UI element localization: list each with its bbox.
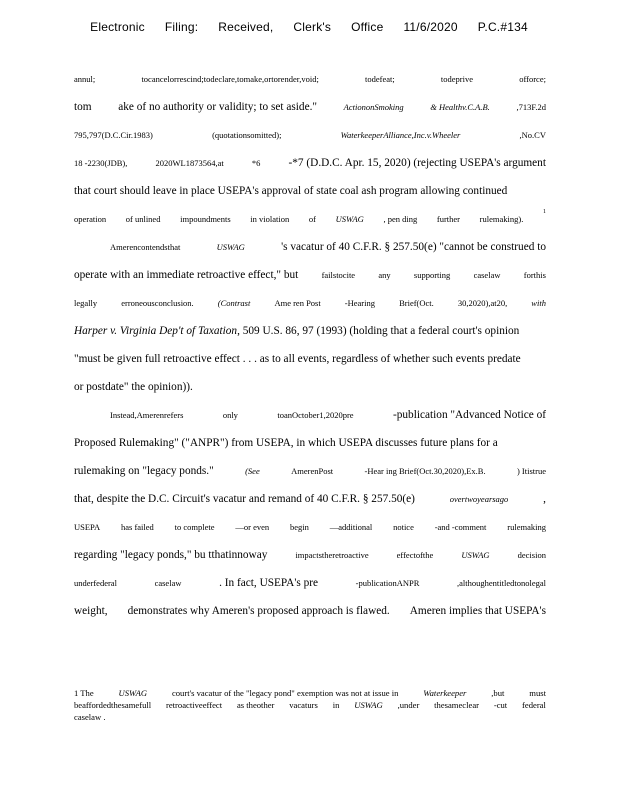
case-citation: & Healthv.C.A.B. [430,102,490,112]
text-run: decision [517,550,546,560]
text-run: demonstrates why Ameren's proposed approach is flawed. [127,605,390,617]
text-run: in violation [250,214,290,224]
text-run: (Contrast [217,298,251,308]
header-word: Electronic [90,20,145,34]
text-run: . In fact, USEPA's pre [219,577,318,589]
text-run: Amerencontendsthat [110,242,181,252]
body-line [110,240,546,254]
case-citation: USWAG [118,688,148,698]
text-run: legally [74,298,98,308]
body-line [74,184,546,198]
body-line [74,520,546,534]
text-run: , pen ding [383,214,418,224]
text-run: in [332,700,340,710]
text-run: Ame ren Post [274,298,321,308]
text-run: rulemaking [507,522,546,532]
text-run: offorce; [519,74,546,84]
text-run: ,No.CV [519,130,546,140]
body-line [74,156,546,170]
text-run: failstocite [321,270,356,280]
text-run: -publicationANPR [355,578,420,588]
text-run: Ameren implies that USEPA's [409,605,546,617]
text-run: effectofthe [396,550,434,560]
text-run: caselaw [473,270,501,280]
text-run: -cut [493,700,508,710]
body-line [74,209,546,226]
text-run: rulemaking on "legacy ponds." [74,465,214,477]
header-word: Clerk's [293,20,332,34]
text-run: forthis [523,270,546,280]
text-run: of unlined [125,214,161,224]
text-run: -*7 (D.D.C. Apr. 15, 2020) (rejecting USEPA's argument [288,157,546,169]
case-citation: USWAG [335,214,364,224]
body-line [74,492,546,506]
text-run: begin [290,522,309,532]
body-line [74,604,546,618]
text-run: —additional [329,522,373,532]
text-run: impactstheretroactive [295,550,369,560]
header-word: P.C.#134 [477,20,528,34]
text-run: "must be given full retroactive effect . . . as to all events, regardless of whether such events predate [74,353,521,365]
footnote-marker: 1 [542,209,546,215]
case-citation: ActiononSmoking [343,102,404,112]
text-run: 1 The [74,688,94,698]
text-run: Instead,Amerenrefers [110,410,184,420]
text-run: regarding "legacy ponds," bu tthatinnoway [74,549,268,561]
text-run: with [531,298,546,308]
text-run: ,but [491,688,505,698]
text-run: 's vacatur of 40 C.F.R. § 257.50(e) "cannot be construed to [281,241,546,253]
text-run: 795,797(D.C.Cir.1983) [74,130,153,140]
body-line [74,128,546,142]
text-run: only [222,410,238,420]
text-run: ,713F.2d [516,102,546,112]
text-run: rulemaking). [479,214,524,224]
text-run: operate with an immediate retroactive effect," but [74,269,299,281]
text-run: ) Itistrue [516,466,546,476]
text-run: that, despite the D.C. Circuit's vacatur and remand of 40 C.F.R. § 257.50(e) [74,493,415,505]
text-run: 2020WL1873564,at [155,158,224,168]
text-run: ,althoughentitledtonolegal [457,578,546,588]
body-line [74,464,546,478]
text-run: Brief(Oct. [399,298,434,308]
body-line [74,268,546,282]
text-run: , [543,493,546,505]
text-run: tom [74,101,92,113]
case-citation: Harper v. Virginia Dep't of Taxation [74,325,238,337]
text-run: retroactiveeffect [165,700,223,710]
text-run: thesameclear [434,700,479,710]
text-run: ake of no authority or validity; to set aside." [118,101,318,113]
footnote-line [74,712,546,723]
filing-header [0,20,618,34]
body-line [74,324,546,338]
text-run: toanOctober1,2020pre [277,410,354,420]
body-line [74,548,546,562]
text-run: underfederal [74,578,117,588]
body-line [74,576,546,590]
header-word: 11/6/2020 [403,20,458,34]
text-run: (quotationsomitted); [212,130,282,140]
text-run: overtwoyearsago [449,494,509,504]
body-line [74,296,546,310]
text-run: caselaw [74,712,102,722]
text-run: ,under [397,700,420,710]
text-run: 30,2020),at20, [457,298,508,308]
text-run: Proposed Rulemaking" ("ANPR") from USEPA, in which USEPA discusses future plans for a [74,437,498,449]
text-run: -Hearing [344,298,376,308]
text-run: vacaturs [289,700,318,710]
text-run: of [308,214,316,224]
text-run: must [529,688,546,698]
case-citation: USWAG [216,242,245,252]
text-run: impoundments [180,214,231,224]
text-run: has failed [121,522,154,532]
text-run: any [378,270,391,280]
case-citation: WaterkeeperAlliance,Inc.v.Wheeler [340,130,461,140]
body-line [110,408,546,422]
text-run: operation [74,214,107,224]
text-run: -publication "Advanced Notice of [393,409,546,421]
body-line [74,100,546,114]
text-run: -and -comment [434,522,487,532]
text-run: todefeat; [365,74,395,84]
body-line [74,380,546,394]
text-run: —or even [235,522,270,532]
text-run: beaffordedthesamefull [74,700,152,710]
text-run: annul; [74,74,96,84]
case-citation: USWAG [461,550,490,560]
text-run: *6 [251,158,261,168]
text-run: -Hear ing Brief(Oct.30,2020),Ex.B. [364,466,486,476]
text-run: AmerenPost [291,466,334,476]
text-run: notice [393,522,414,532]
text-run: or postdate" the opinion)). [74,381,193,393]
text-run: todeprive [440,74,474,84]
text-run: caselaw [154,578,182,588]
text-run: . [103,712,106,722]
text-run: (See [245,466,260,476]
text-run: federal [522,700,546,710]
text-run: , 509 U.S. 86, 97 (1993) (holding that a federal court's opinion [237,325,520,337]
case-citation: Waterkeeper [423,688,467,698]
text-run: erroneousconclusion. [121,298,194,308]
body-line [74,72,546,86]
body-line [74,352,546,366]
text-run: further [436,214,461,224]
text-run: that court should leave in place USEPA's approval of state coal ash program allowing continued [74,185,508,197]
text-run: as theother [236,700,275,710]
text-run: supporting [413,270,451,280]
body-line [74,436,546,450]
header-word: Office [351,20,384,34]
text-run: 18 -2230(JDB), [74,158,128,168]
footnote-line [74,700,546,711]
footnote-line [74,688,546,699]
text-run: USEPA [74,522,101,532]
text-run: to complete [174,522,215,532]
text-run: weight, [74,605,108,617]
text-run: court's vacatur of the "legacy pond" exemption was not at issue in [171,688,399,698]
header-word: Received, [218,20,274,34]
case-citation: USWAG [354,700,383,710]
text-run: tocancelorrescind;todeclare,tomake,ortorender,void; [141,74,319,84]
header-word: Filing: [164,20,199,34]
